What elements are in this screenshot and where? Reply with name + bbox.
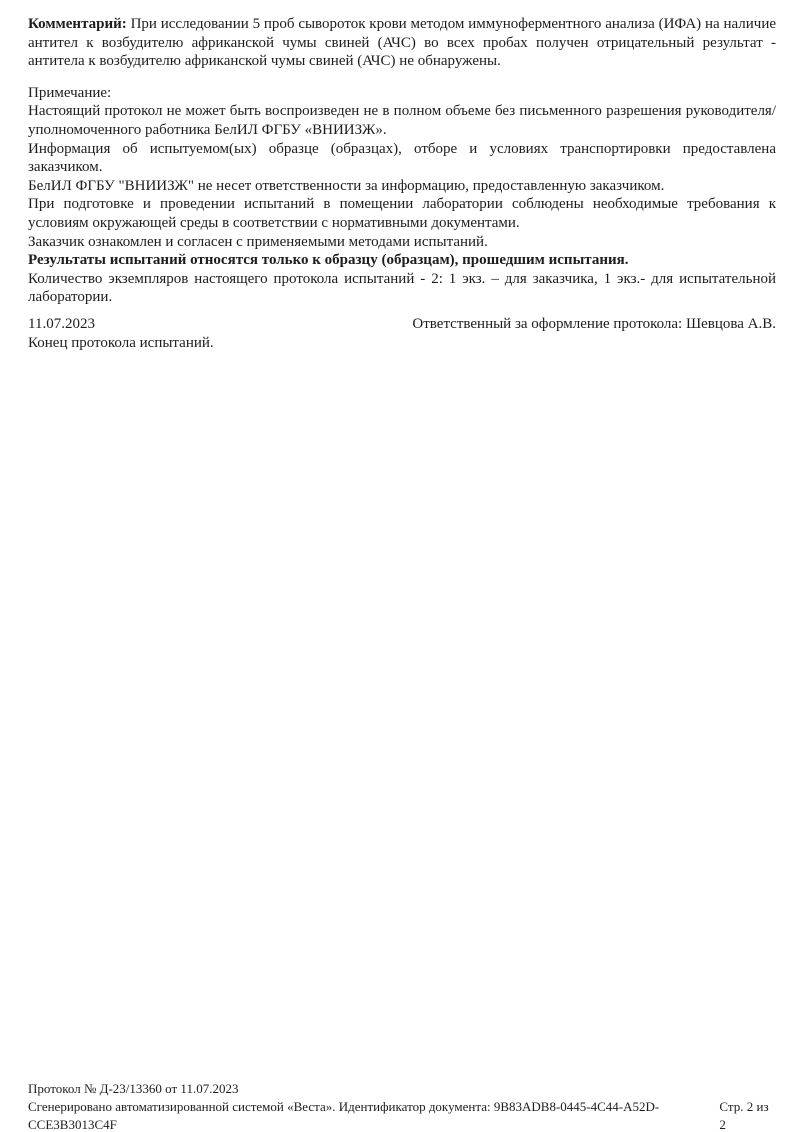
note-item: БелИЛ ФГБУ "ВНИИЗЖ" не несет ответственности за информацию, предоставленную заказчиком.: [28, 177, 665, 194]
note-label: Примечание:: [28, 84, 112, 101]
protocol-date: 11.07.2023: [28, 315, 95, 332]
protocol-body: [28, 15, 776, 352]
responsible-person: Ответственный за оформление протокола: Шевцова А.В.: [412, 315, 776, 332]
footer-generated-row: [28, 1098, 776, 1132]
results-scope-statement: Результаты испытаний относятся только к образцу (образцам), прошедшим испытания.: [28, 252, 629, 269]
footer-protocol-number: Протокол № Д-23/13360 от 11.07.2023: [28, 1081, 239, 1096]
signoff-row: [28, 315, 776, 334]
end-of-protocol-line: Конец протокола испытаний.: [28, 334, 214, 351]
note-item: Информация об испытуемом(ых) образце (образцах), отборе и условиях транспортировки предоставлена заказчиком.: [28, 140, 776, 176]
note-section: [28, 84, 776, 307]
copies-statement: Количество экземпляров настоящего протокола испытаний - 2: 1 экз. – для заказчика, 1 экз.- для испытательной лаборатории.: [28, 270, 776, 306]
note-item: Заказчик ознакомлен и согласен с применяемыми методами испытаний.: [28, 233, 488, 250]
footer-generated-info: Сгенерировано автоматизированной системой «Веста». Идентификатор документа: 9B83ADB8-0445-4C44-A52D-CCE3B3013C4F: [28, 1099, 660, 1132]
comment-paragraph: [28, 15, 776, 71]
comment-text: При исследовании 5 проб сывороток крови методом иммуноферментного анализа (ИФА) на наличие антител к возбудителю африканской чумы свиней (АЧС) во всех пробах получен отрицательный результат - антитела к возбудителю африканской чумы свиней (АЧС) не обнаружены.: [28, 16, 776, 70]
note-item: Настоящий протокол не может быть воспроизведен не в полном объеме без письменного разрешения руководителя/уполномоченного работника БелИЛ ФГБУ «ВНИИЗЖ».: [28, 103, 776, 138]
page-footer: [28, 1080, 776, 1132]
footer-page-indicator: Стр. 2 из 2: [719, 1099, 769, 1132]
comment-label: Комментарий:: [28, 16, 127, 32]
note-item: При подготовке и проведении испытаний в помещении лаборатории соблюдены необходимые требования к условиям окружающей среды в соответствии с нормативными документами.: [28, 196, 776, 231]
